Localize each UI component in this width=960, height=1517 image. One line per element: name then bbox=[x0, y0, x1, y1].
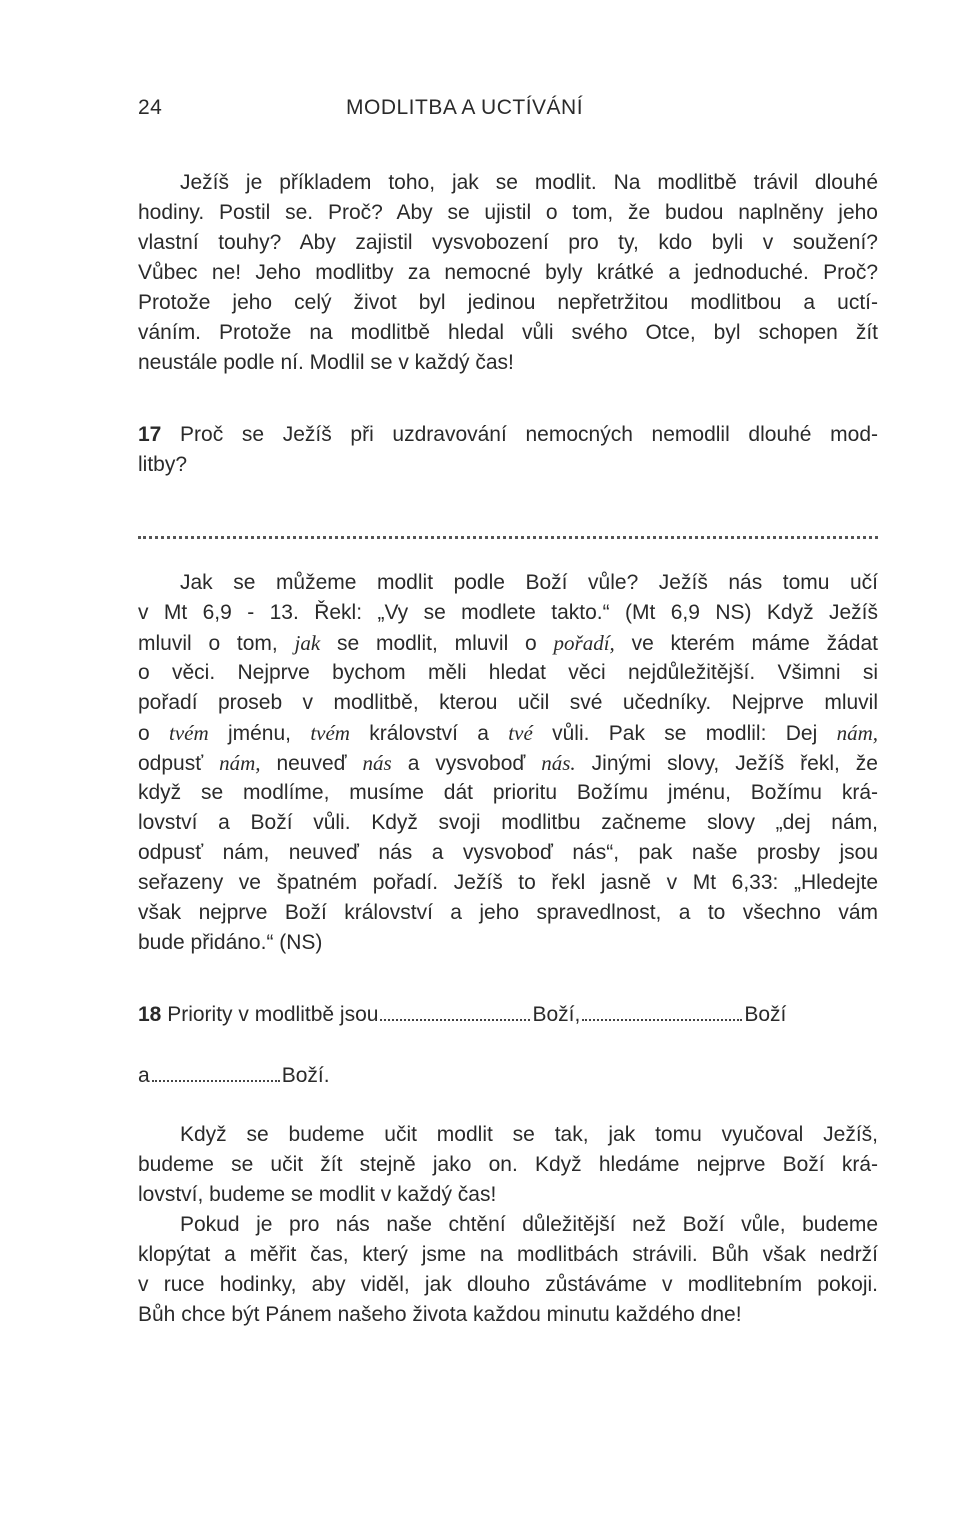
emphasis: nás bbox=[362, 751, 392, 775]
paragraph-1 bbox=[138, 168, 878, 378]
paragraph-2 bbox=[138, 568, 878, 958]
text-line: v Mt 6,9 - 13. Řekl: „Vy se modlete takto.“ (Mt 6,9 NS) Když Ježíš bbox=[138, 601, 878, 624]
text-line: Ježíš je příkladem toho, jak se modlit. Na modlitbě trávil dlouhé bbox=[180, 171, 878, 194]
text-line: o věci. Nejprve bychom měli hledat věci nejdůležitější. Všimni si bbox=[138, 661, 878, 684]
text-line: klopýtat a měřit čas, který jsme na modlitbách strávili. Bůh však nedrží bbox=[138, 1243, 878, 1266]
question-text: Boží bbox=[744, 1003, 787, 1026]
text-line bbox=[138, 748, 878, 778]
emphasis: jak bbox=[294, 631, 321, 655]
answer-blank-line[interactable] bbox=[138, 516, 878, 539]
text-run: o bbox=[138, 722, 169, 745]
question-18-row-2 bbox=[138, 1061, 878, 1091]
text-run: jménu, bbox=[208, 722, 311, 745]
text-line: Pokud je pro nás naše chtění důležitější než Boží vůle, budeme bbox=[180, 1213, 878, 1236]
text-line bbox=[138, 718, 878, 748]
text-line: Protože jeho celý život byl jedinou nepřetržitou modlitbou a uctí- bbox=[138, 291, 878, 314]
text-line: Vůbec ne! Jeho modlitby za nemocné byly krátké a jednoduché. Proč? bbox=[138, 261, 878, 284]
paragraph-3 bbox=[138, 1120, 878, 1210]
emphasis: tvé bbox=[508, 721, 533, 745]
running-title: MODLITBA A UCTÍVÁNÍ bbox=[346, 96, 584, 119]
question-line bbox=[138, 420, 878, 450]
text-line: seřazeny ve špatném pořadí. Ježíš to řekl jasně v Mt 6,33: „Hledejte bbox=[138, 871, 878, 894]
text-line: odpusť nám, neuveď nás a vysvoboď nás“, pak naše prosby jsou bbox=[138, 841, 878, 864]
emphasis: tvém bbox=[310, 721, 350, 745]
text-line: vlastní touhy? Aby zajistil vysvobození pro ty, kdo byli v soužení? bbox=[138, 231, 878, 254]
page-number: 24 bbox=[138, 96, 163, 119]
text-line: Jak se můžeme modlit podle Boží vůle? Ježíš nás tomu učí bbox=[180, 571, 878, 594]
emphasis: nás. bbox=[541, 751, 576, 775]
text-run: království a bbox=[349, 722, 509, 745]
paragraph-4 bbox=[138, 1210, 878, 1330]
text-line: lovství, budeme se modlit v každý čas! bbox=[138, 1183, 497, 1206]
answer-blank-1[interactable] bbox=[380, 1005, 530, 1021]
question-text: Boží, bbox=[532, 1003, 581, 1026]
text-run: se modlit, mluvil o bbox=[320, 632, 554, 655]
answer-blank-3[interactable] bbox=[152, 1066, 280, 1082]
question-line: litby? bbox=[138, 453, 188, 476]
text-run: odpusť bbox=[138, 752, 220, 775]
text-line: však nejprve Boží království a jeho spravedlnost, a to všechno vám bbox=[138, 901, 878, 924]
text-run: ve kterém máme žádat bbox=[614, 632, 878, 655]
text-run: a vysvoboď bbox=[391, 752, 542, 775]
text-line: neustále podle ní. Modlil se v každý čas! bbox=[138, 351, 514, 374]
text-line: váním. Protože na modlitbě hledal vůli svého Otce, byl schopen žít bbox=[138, 321, 878, 344]
text-line: budeme se učit žít stejně jako on. Když hledáme nejprve Boží krá- bbox=[138, 1153, 878, 1176]
text-line: Bůh chce být Pánem našeho života každou minutu každého dne! bbox=[138, 1303, 742, 1326]
text-line bbox=[138, 628, 878, 658]
emphasis: nám, bbox=[836, 721, 878, 745]
text-line: když se modlíme, musíme dát prioritu Božímu jménu, Božímu krá- bbox=[138, 781, 878, 804]
text-run: mluvil o tom, bbox=[138, 632, 295, 655]
question-text: Boží. bbox=[281, 1064, 330, 1087]
text-line: pořadí proseb v modlitbě, kterou učil své učedníky. Nejprve mluvil bbox=[138, 691, 878, 714]
text-line: bude přidáno.“ (NS) bbox=[138, 931, 323, 954]
text-run: Jinými slovy, Ježíš řekl, že bbox=[575, 752, 878, 775]
question-text: Priority v modlitbě jsou bbox=[167, 1003, 379, 1026]
text-line: lovství a Boží vůli. Když svoji modlitbu začneme slovy „dej nám, bbox=[138, 811, 878, 834]
question-18-row-1 bbox=[138, 1000, 878, 1030]
question-text: Proč se Ježíš při uzdravování nemocných nemodlil dlouhé mod- bbox=[180, 423, 878, 446]
question-text: a bbox=[138, 1064, 150, 1087]
text-line: Když se budeme učit modlit se tak, jak tomu vyučoval Ježíš, bbox=[180, 1123, 878, 1146]
text-line: hodiny. Postil se. Proč? Aby se ujistil o tom, že budou naplněny jeho bbox=[138, 201, 878, 224]
text-run: neuveď bbox=[260, 752, 363, 775]
page-header bbox=[138, 96, 878, 136]
emphasis: tvém bbox=[169, 721, 209, 745]
emphasis: nám, bbox=[219, 751, 261, 775]
text-run: vůli. Pak se modlil: Dej bbox=[532, 722, 837, 745]
answer-blank-2[interactable] bbox=[582, 1005, 742, 1021]
text-line: v ruce hodinky, aby viděl, jak dlouho zůstáváme v modlitebním pokoji. bbox=[138, 1273, 878, 1296]
question-number: 18 bbox=[138, 1003, 162, 1026]
emphasis: pořadí, bbox=[553, 631, 615, 655]
question-17 bbox=[138, 420, 878, 480]
question-number: 17 bbox=[138, 423, 162, 446]
